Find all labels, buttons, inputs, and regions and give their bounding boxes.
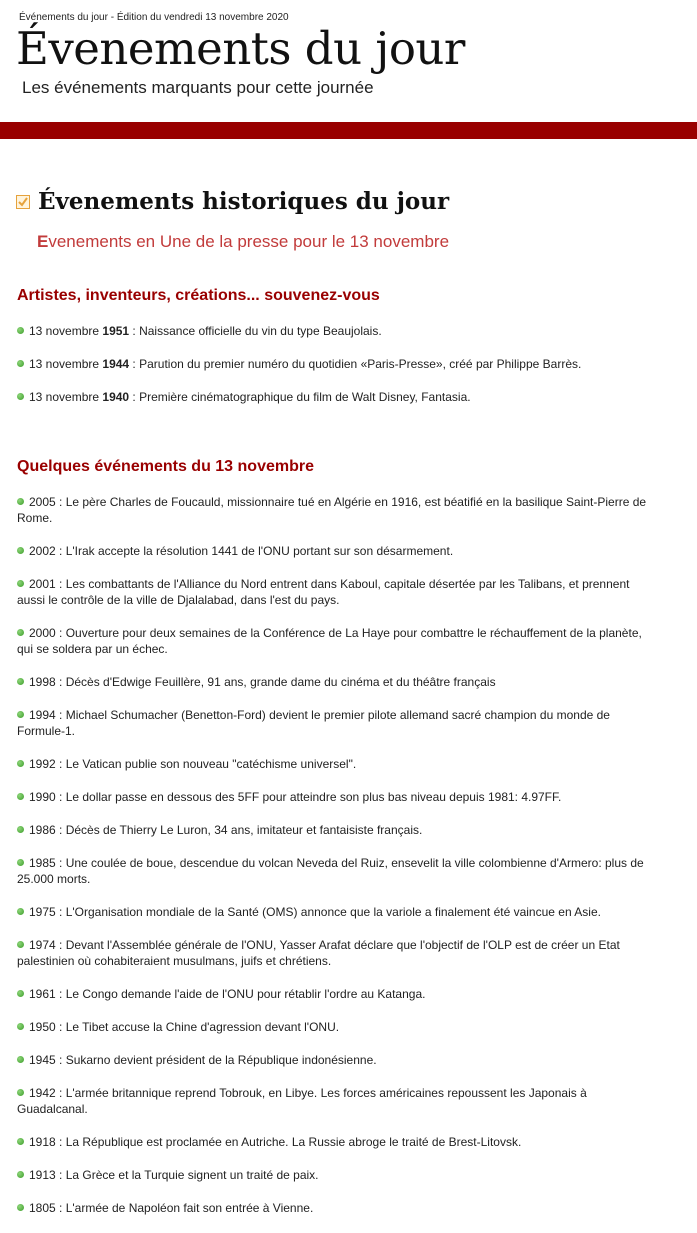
- list-item: [17, 494, 657, 526]
- item-text: 1985 : Une coulée de boue, descendue du volcan Neveda del Ruiz, ensevelit la ville colombienne d'Armero: plus de 25.000 morts.: [17, 856, 644, 886]
- green-bullet-icon: [17, 1171, 24, 1178]
- green-bullet-icon: [17, 1089, 24, 1096]
- list-item: [17, 789, 657, 805]
- item-text: 1992 : Le Vatican publie son nouveau "catéchisme universel".: [29, 757, 357, 771]
- green-bullet-icon: [17, 1023, 24, 1030]
- list-item: [17, 822, 657, 838]
- list-item: [17, 576, 657, 608]
- site-subtitle: Les événements marquants pour cette journée: [22, 78, 374, 97]
- item-text: 1998 : Décès d'Edwige Feuillère, 91 ans, grande dame du cinéma et du théâtre français: [29, 675, 496, 689]
- list-item: [17, 625, 657, 657]
- item-date: 13 novembre: [29, 357, 103, 371]
- list-item: [17, 855, 657, 887]
- item-text: 1961 : Le Congo demande l'aide de l'ONU pour rétablir l'ordre au Katanga.: [29, 987, 426, 1001]
- item-text: 1986 : Décès de Thierry Le Luron, 34 ans, imitateur et fantaisiste français.: [29, 823, 423, 837]
- item-text: 2001 : Les combattants de l'Alliance du Nord entrent dans Kaboul, capitale désertée par les Talibans, et prennent aussi le contrôle de la ville de Djalalabad, dans l'est du pays.: [17, 577, 630, 607]
- checkbox-checked-icon: [16, 195, 30, 209]
- list-item: [17, 1167, 657, 1183]
- list-item: [17, 756, 657, 772]
- green-bullet-icon: [17, 990, 24, 997]
- list-item: [17, 543, 657, 559]
- list-item: [17, 1200, 657, 1216]
- item-text: : Parution du premier numéro du quotidien «Paris-Presse», créé par Philippe Barrès.: [129, 357, 582, 371]
- green-bullet-icon: [17, 498, 24, 505]
- green-bullet-icon: [17, 547, 24, 554]
- item-text: : Première cinématographique du film de Walt Disney, Fantasia.: [129, 390, 471, 404]
- list-item: [17, 1134, 657, 1150]
- list-item: [17, 356, 657, 372]
- item-date: 13 novembre: [29, 390, 103, 404]
- section-header: [16, 188, 449, 215]
- list-item: [17, 904, 657, 920]
- list-item: [17, 1085, 657, 1117]
- green-bullet-icon: [17, 393, 24, 400]
- item-text: 2005 : Le père Charles de Foucauld, missionnaire tué en Algérie en 1916, est béatifié en la basilique Saint-Pierre de Rome.: [17, 495, 647, 525]
- list-item: [17, 323, 657, 339]
- artistes-heading: Artistes, inventeurs, créations... souvenez-vous: [17, 287, 380, 304]
- green-bullet-icon: [17, 1204, 24, 1211]
- item-text: 1913 : La Grèce et la Turquie signent un traité de paix.: [29, 1168, 319, 1182]
- item-text: 1975 : L'Organisation mondiale de la Santé (OMS) annonce que la variole a finalement été vaincue en Asie.: [29, 905, 601, 919]
- green-bullet-icon: [17, 327, 24, 334]
- green-bullet-icon: [17, 760, 24, 767]
- green-bullet-icon: [17, 1138, 24, 1145]
- header-band: [0, 122, 697, 139]
- list-item: [17, 389, 657, 405]
- evenements-list: [17, 494, 657, 1233]
- item-year: 1951: [102, 324, 130, 338]
- green-bullet-icon: [17, 826, 24, 833]
- item-text: 1990 : Le dollar passe en dessous des 5FF pour atteindre son plus bas niveau depuis 1981: 4.97FF.: [29, 790, 562, 804]
- evenements-heading: Quelques événements du 13 novembre: [17, 458, 314, 475]
- list-item: [17, 707, 657, 739]
- item-text: 1945 : Sukarno devient président de la République indonésienne.: [29, 1053, 377, 1067]
- green-bullet-icon: [17, 793, 24, 800]
- item-text: 2002 : L'Irak accepte la résolution 1441 de l'ONU portant sur son désarmement.: [29, 544, 454, 558]
- item-year: 1944: [102, 357, 130, 371]
- item-text: : Naissance officielle du vin du type Beaujolais.: [129, 324, 382, 338]
- green-bullet-icon: [17, 1056, 24, 1063]
- presse-link-initial: E: [37, 232, 49, 251]
- green-bullet-icon: [17, 678, 24, 685]
- list-item: [17, 1019, 657, 1035]
- item-year: 1940: [102, 390, 130, 404]
- item-text: 1805 : L'armée de Napoléon fait son entrée à Vienne.: [29, 1201, 314, 1215]
- site-title[interactable]: Évenements du jour: [16, 22, 465, 75]
- item-text: 1994 : Michael Schumacher (Benetton-Ford) devient le premier pilote allemand sacré champion du monde de Formule-1.: [17, 708, 610, 738]
- item-text: 2000 : Ouverture pour deux semaines de la Conférence de La Haye pour combattre le réchauffement de la planète, qui se soldera par un échec.: [17, 626, 642, 656]
- edition-line: Événements du jour - Édition du vendredi 13 novembre 2020: [19, 12, 289, 23]
- green-bullet-icon: [17, 941, 24, 948]
- green-bullet-icon: [17, 908, 24, 915]
- green-bullet-icon: [17, 629, 24, 636]
- green-bullet-icon: [17, 580, 24, 587]
- list-item: [17, 937, 657, 969]
- item-text: 1918 : La République est proclamée en Autriche. La Russie abroge le traité de Brest-Litovsk.: [29, 1135, 522, 1149]
- list-item: [17, 1052, 657, 1068]
- list-item: [17, 986, 657, 1002]
- presse-link-text: venements en Une de la presse pour le 13 novembre: [48, 232, 450, 251]
- list-item: [17, 674, 657, 690]
- item-text: 1950 : Le Tibet accuse la Chine d'agression devant l'ONU.: [29, 1020, 340, 1034]
- item-text: 1942 : L'armée britannique reprend Tobrouk, en Libye. Les forces américaines repoussent les Japonais à Guadalcanal.: [17, 1086, 587, 1116]
- green-bullet-icon: [17, 360, 24, 367]
- green-bullet-icon: [17, 859, 24, 866]
- item-text: 1974 : Devant l'Assemblée générale de l'ONU, Yasser Arafat déclare que l'objectif de l'OLP est de créer un Etat palestinien où cohabiteraient musulmans, juifs et chrétiens.: [17, 938, 620, 968]
- artistes-list: [17, 323, 657, 422]
- presse-link[interactable]: [37, 232, 449, 252]
- section-title: Évenements historiques du jour: [38, 188, 450, 215]
- green-bullet-icon: [17, 711, 24, 718]
- item-date: 13 novembre: [29, 324, 103, 338]
